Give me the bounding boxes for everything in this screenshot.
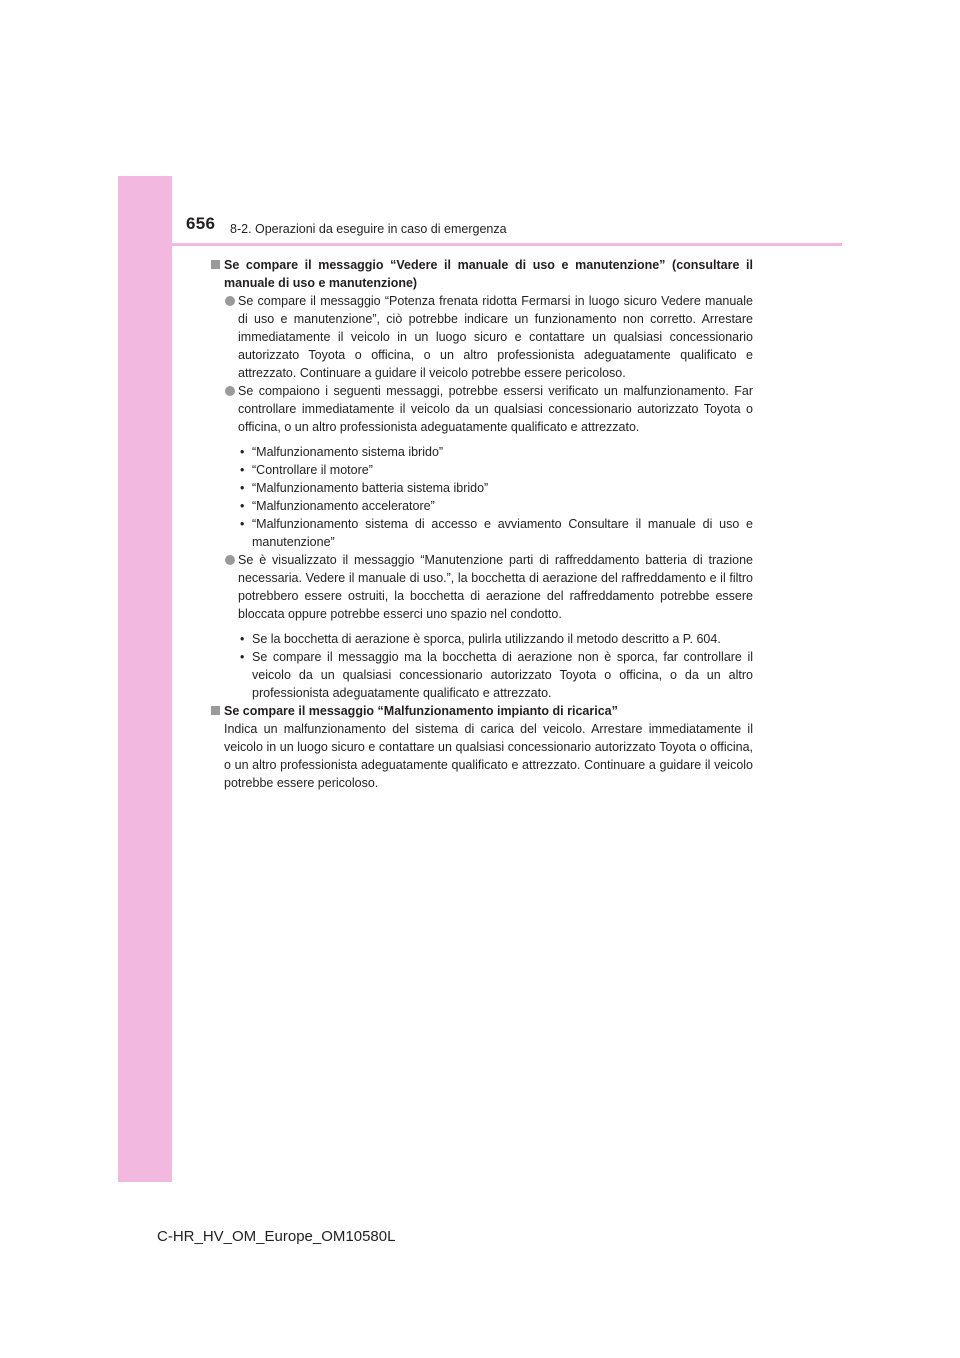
list-item: • Se compare il messaggio ma la bocchetta di aerazione non è sporca, far controllare il veicolo da un qualsiasi concessionario autorizzato Toyota o officina, o da un altro professionista adeguatamente qualificato e attrezzato. [238,648,753,702]
message-list [210,443,753,551]
bullet-text: Se è visualizzato il messaggio “Manutenzione parti di raffreddamento batteria di trazione necessaria. Vedere il manuale di uso.”, la bocchetta di aerazione del raffreddamento e il filtro potrebbero essere ostruiti, la bocchetta di aerazione del raffreddamento potrebbe essere bloccata oppure potrebbe esserci uno spazio nel condotto. [238,553,753,621]
page-content [210,256,753,792]
list-item: • “Malfunzionamento batteria sistema ibrido” [238,479,753,497]
circle-bullet-icon [225,555,235,565]
circle-bullet-icon [225,296,235,306]
square-bullet-icon [211,706,220,715]
bullet-paragraph [210,382,753,436]
section-heading [210,256,753,292]
chapter-sidebar-tab [118,176,172,1182]
circle-bullet-icon [225,386,235,396]
list-item: • Se la bocchetta di aerazione è sporca, pulirla utilizzando il metodo descritto a P. 604. [238,630,753,648]
instruction-list [210,630,753,702]
page-number: 656 [186,214,216,233]
square-bullet-icon [211,260,220,269]
bullet-paragraph [210,292,753,382]
document-id: C-HR_HV_OM_Europe_OM10580L [157,1228,396,1245]
list-item: • “Malfunzionamento sistema ibrido” [238,443,753,461]
list-item: • “Malfunzionamento acceleratore” [238,497,753,515]
section-heading [210,702,753,720]
bullet-text: Se compaiono i seguenti messaggi, potrebbe essersi verificato un malfunzionamento. Far controllare immediatamente il veicolo da un qualsiasi concessionario autorizzato Toyota o officina, o un altro professionista adeguatamente qualificato e attrezzato. [238,384,753,434]
section-heading-text: Se compare il messaggio “Vedere il manuale di uso e manutenzione” (consultare il manuale di uso e manutenzione) [224,258,753,290]
section-heading-text: Se compare il messaggio “Malfunzionamento impianto di ricarica” [224,704,618,718]
header-rule [172,243,842,246]
list-item: • “Malfunzionamento sistema di accesso e avviamento Consultare il manuale di uso e manutenzione” [238,515,753,551]
section-body: Indica un malfunzionamento del sistema di carica del veicolo. Arrestare immediatamente il veicolo in un luogo sicuro e contattare un qualsiasi concessionario autorizzato Toyota o officina, o un altro professionista adeguatamente qualificato e attrezzato. Continuare a guidare il veicolo potrebbe essere pericoloso. [224,722,753,790]
list-item: • “Controllare il motore” [238,461,753,479]
bullet-paragraph [210,551,753,623]
chapter-title: 8-2. Operazioni da eseguire in caso di emergenza [230,222,507,236]
bullet-text: Se compare il messaggio “Potenza frenata ridotta Fermarsi in luogo sicuro Vedere manuale di uso e manutenzione”, ciò potrebbe indicare un funzionamento non corretto. Arrestare immediatamente il veicolo in un luogo sicuro e contattare un qualsiasi concessionario autorizzato Toyota o officina, o un altro professionista adeguatamente qualificato e attrezzato. Continuare a guidare il veicolo potrebbe essere pericoloso. [238,294,753,380]
